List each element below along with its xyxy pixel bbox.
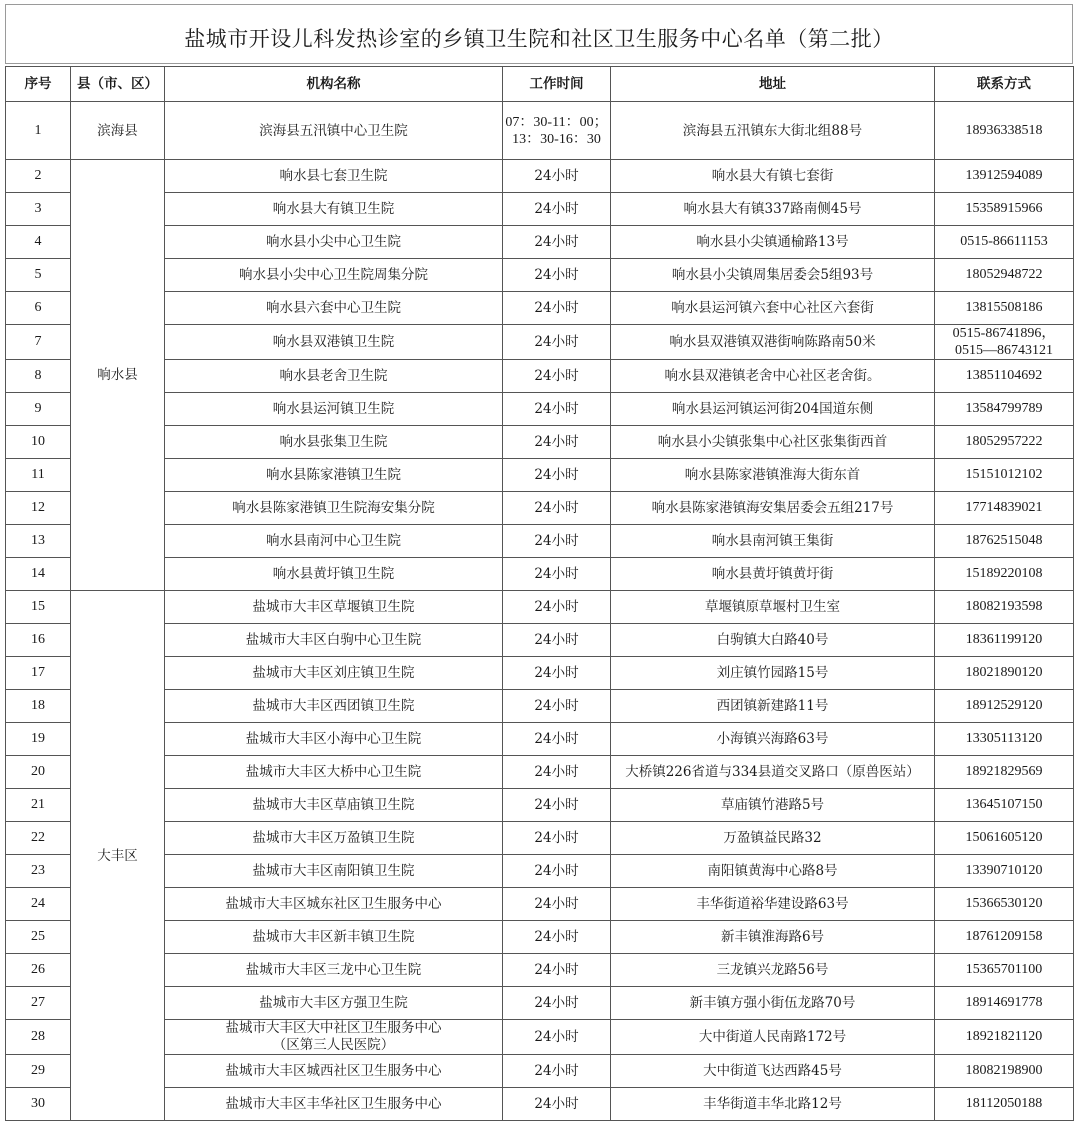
address: 滨海县五汛镇东大街北组88号 bbox=[611, 102, 935, 160]
institution-name: 响水县运河镇卫生院 bbox=[165, 393, 503, 426]
institution-name: 响水县六套中心卫生院 bbox=[165, 292, 503, 325]
table-row bbox=[6, 921, 1074, 954]
address: 南阳镇黄海中心路8号 bbox=[611, 855, 935, 888]
contact-phone: 15358915966 bbox=[935, 193, 1074, 226]
address: 响水县运河镇运河街204国道东侧 bbox=[611, 393, 935, 426]
working-hours: 24小时 bbox=[503, 292, 611, 325]
contact-phone: 18761209158 bbox=[935, 921, 1074, 954]
working-hours: 24小时 bbox=[503, 160, 611, 193]
institution-name: 盐城市大丰区草庙镇卫生院 bbox=[165, 789, 503, 822]
contact-phone: 13851104692 bbox=[935, 360, 1074, 393]
institution-table bbox=[5, 66, 1074, 1121]
contact-phone: 18361199120 bbox=[935, 624, 1074, 657]
row-number: 2 bbox=[6, 160, 71, 193]
working-hours: 24小时 bbox=[503, 226, 611, 259]
institution-name: 盐城市大丰区城西社区卫生服务中心 bbox=[165, 1055, 503, 1088]
address: 响水县南河镇王集街 bbox=[611, 525, 935, 558]
table-row bbox=[6, 1055, 1074, 1088]
address: 响水县小尖镇周集居委会5组93号 bbox=[611, 259, 935, 292]
address: 大桥镇226省道与334县道交叉路口（原兽医站） bbox=[611, 756, 935, 789]
address: 西团镇新建路11号 bbox=[611, 690, 935, 723]
institution-name: 盐城市大丰区新丰镇卫生院 bbox=[165, 921, 503, 954]
header-name: 机构名称 bbox=[165, 67, 503, 102]
institution-name: 盐城市大丰区小海中心卫生院 bbox=[165, 723, 503, 756]
table-row bbox=[6, 102, 1074, 160]
contact-phone: 15061605120 bbox=[935, 822, 1074, 855]
row-number: 24 bbox=[6, 888, 71, 921]
working-hours: 24小时 bbox=[503, 193, 611, 226]
institution-name: 响水县南河中心卫生院 bbox=[165, 525, 503, 558]
row-number: 6 bbox=[6, 292, 71, 325]
working-hours: 24小时 bbox=[503, 855, 611, 888]
table-row bbox=[6, 1088, 1074, 1121]
institution-name: 盐城市大丰区大桥中心卫生院 bbox=[165, 756, 503, 789]
institution-name bbox=[165, 1020, 503, 1055]
row-number: 18 bbox=[6, 690, 71, 723]
contact-phone: 13305113120 bbox=[935, 723, 1074, 756]
address: 响水县黄圩镇黄圩街 bbox=[611, 558, 935, 591]
institution-name: 响水县七套卫生院 bbox=[165, 160, 503, 193]
table-row bbox=[6, 789, 1074, 822]
table-row bbox=[6, 888, 1074, 921]
county-cell: 大丰区 bbox=[71, 591, 165, 1121]
title-box bbox=[5, 4, 1073, 64]
working-hours: 24小时 bbox=[503, 1088, 611, 1121]
table-row bbox=[6, 259, 1074, 292]
table-row bbox=[6, 193, 1074, 226]
working-hours: 24小时 bbox=[503, 624, 611, 657]
address: 草堰镇原草堰村卫生室 bbox=[611, 591, 935, 624]
row-number: 10 bbox=[6, 426, 71, 459]
table-row bbox=[6, 624, 1074, 657]
contact-phone-line1: 0515-86741896， bbox=[952, 326, 1056, 341]
contact-phone: 13584799789 bbox=[935, 393, 1074, 426]
working-hours: 24小时 bbox=[503, 690, 611, 723]
table-row bbox=[6, 492, 1074, 525]
working-hours: 24小时 bbox=[503, 325, 611, 360]
table-row bbox=[6, 292, 1074, 325]
institution-name: 响水县老舍卫生院 bbox=[165, 360, 503, 393]
contact-phone-line2: 0515—86743121 bbox=[955, 343, 1053, 358]
address: 响水县小尖镇通榆路13号 bbox=[611, 226, 935, 259]
contact-phone bbox=[935, 325, 1074, 360]
row-number: 20 bbox=[6, 756, 71, 789]
address: 丰华街道裕华建设路63号 bbox=[611, 888, 935, 921]
table-row bbox=[6, 525, 1074, 558]
institution-name-line1: 盐城市大丰区大中社区卫生服务中心 bbox=[225, 1020, 442, 1036]
row-number: 22 bbox=[6, 822, 71, 855]
contact-phone: 18082193598 bbox=[935, 591, 1074, 624]
address: 草庙镇竹港路5号 bbox=[611, 789, 935, 822]
contact-phone: 13645107150 bbox=[935, 789, 1074, 822]
institution-name-line2: （区第三人民医院） bbox=[272, 1037, 395, 1053]
address: 响水县大有镇七套街 bbox=[611, 160, 935, 193]
address: 刘庄镇竹园路15号 bbox=[611, 657, 935, 690]
working-hours bbox=[503, 102, 611, 160]
row-number: 17 bbox=[6, 657, 71, 690]
institution-name: 盐城市大丰区万盈镇卫生院 bbox=[165, 822, 503, 855]
table-row bbox=[6, 723, 1074, 756]
contact-phone: 18112050188 bbox=[935, 1088, 1074, 1121]
institution-name: 响水县黄圩镇卫生院 bbox=[165, 558, 503, 591]
working-hours-line1: 07：30-11：00； bbox=[505, 114, 608, 130]
row-number: 11 bbox=[6, 459, 71, 492]
contact-phone: 13815508186 bbox=[935, 292, 1074, 325]
address: 响水县双港镇双港街响陈路南50米 bbox=[611, 325, 935, 360]
contact-phone: 18021890120 bbox=[935, 657, 1074, 690]
institution-name: 响水县小尖中心卫生院周集分院 bbox=[165, 259, 503, 292]
row-number: 26 bbox=[6, 954, 71, 987]
row-number: 14 bbox=[6, 558, 71, 591]
table-row bbox=[6, 393, 1074, 426]
page-title: 盐城市开设儿科发热诊室的乡镇卫生院和社区卫生服务中心名单（第二批） bbox=[184, 27, 894, 51]
working-hours: 24小时 bbox=[503, 459, 611, 492]
address: 丰华街道丰华北路12号 bbox=[611, 1088, 935, 1121]
address: 响水县大有镇337路南侧45号 bbox=[611, 193, 935, 226]
header-no: 序号 bbox=[6, 67, 71, 102]
institution-name: 响水县张集卫生院 bbox=[165, 426, 503, 459]
address: 响水县运河镇六套中心社区六套街 bbox=[611, 292, 935, 325]
row-number: 8 bbox=[6, 360, 71, 393]
table-row bbox=[6, 987, 1074, 1020]
address: 新丰镇方强小街伍龙路70号 bbox=[611, 987, 935, 1020]
row-number: 9 bbox=[6, 393, 71, 426]
table-row bbox=[6, 822, 1074, 855]
working-hours: 24小时 bbox=[503, 888, 611, 921]
table-row bbox=[6, 657, 1074, 690]
institution-name: 盐城市大丰区西团镇卫生院 bbox=[165, 690, 503, 723]
contact-phone: 17714839021 bbox=[935, 492, 1074, 525]
address: 大中街道飞达西路45号 bbox=[611, 1055, 935, 1088]
table-row bbox=[6, 426, 1074, 459]
contact-phone: 18052957222 bbox=[935, 426, 1074, 459]
institution-name: 响水县陈家港镇卫生院 bbox=[165, 459, 503, 492]
working-hours-line2: 13：30-16：30 bbox=[512, 131, 601, 147]
contact-phone: 18762515048 bbox=[935, 525, 1074, 558]
contact-phone: 18914691778 bbox=[935, 987, 1074, 1020]
working-hours: 24小时 bbox=[503, 822, 611, 855]
working-hours: 24小时 bbox=[503, 987, 611, 1020]
contact-phone: 13912594089 bbox=[935, 160, 1074, 193]
working-hours: 24小时 bbox=[503, 426, 611, 459]
row-number: 21 bbox=[6, 789, 71, 822]
table-header-row bbox=[6, 67, 1074, 102]
table-row bbox=[6, 459, 1074, 492]
row-number: 5 bbox=[6, 259, 71, 292]
table-row bbox=[6, 690, 1074, 723]
working-hours: 24小时 bbox=[503, 259, 611, 292]
contact-phone: 18921821120 bbox=[935, 1020, 1074, 1055]
row-number: 29 bbox=[6, 1055, 71, 1088]
row-number: 1 bbox=[6, 102, 71, 160]
table-row bbox=[6, 558, 1074, 591]
contact-phone: 15151012102 bbox=[935, 459, 1074, 492]
row-number: 4 bbox=[6, 226, 71, 259]
row-number: 23 bbox=[6, 855, 71, 888]
institution-name: 响水县小尖中心卫生院 bbox=[165, 226, 503, 259]
institution-name: 盐城市大丰区丰华社区卫生服务中心 bbox=[165, 1088, 503, 1121]
working-hours: 24小时 bbox=[503, 360, 611, 393]
contact-phone: 0515-86611153 bbox=[935, 226, 1074, 259]
header-county: 县（市、区） bbox=[71, 67, 165, 102]
contact-phone: 18912529120 bbox=[935, 690, 1074, 723]
working-hours: 24小时 bbox=[503, 954, 611, 987]
address: 白驹镇大白路40号 bbox=[611, 624, 935, 657]
row-number: 16 bbox=[6, 624, 71, 657]
contact-phone: 15366530120 bbox=[935, 888, 1074, 921]
working-hours: 24小时 bbox=[503, 921, 611, 954]
address: 响水县陈家港镇淮海大街东首 bbox=[611, 459, 935, 492]
institution-name: 盐城市大丰区城东社区卫生服务中心 bbox=[165, 888, 503, 921]
working-hours: 24小时 bbox=[503, 1020, 611, 1055]
working-hours: 24小时 bbox=[503, 492, 611, 525]
table-row bbox=[6, 591, 1074, 624]
working-hours: 24小时 bbox=[503, 789, 611, 822]
county-cell: 响水县 bbox=[71, 160, 165, 591]
contact-phone: 18052948722 bbox=[935, 259, 1074, 292]
row-number: 25 bbox=[6, 921, 71, 954]
table-row bbox=[6, 160, 1074, 193]
row-number: 13 bbox=[6, 525, 71, 558]
table-row bbox=[6, 855, 1074, 888]
header-address: 地址 bbox=[611, 67, 935, 102]
address: 响水县陈家港镇海安集居委会五组217号 bbox=[611, 492, 935, 525]
working-hours: 24小时 bbox=[503, 723, 611, 756]
row-number: 15 bbox=[6, 591, 71, 624]
address: 小海镇兴海路63号 bbox=[611, 723, 935, 756]
institution-name: 响水县双港镇卫生院 bbox=[165, 325, 503, 360]
row-number: 3 bbox=[6, 193, 71, 226]
address: 大中街道人民南路172号 bbox=[611, 1020, 935, 1055]
address: 响水县双港镇老舍中心社区老舍街。 bbox=[611, 360, 935, 393]
table-row bbox=[6, 756, 1074, 789]
table-row bbox=[6, 226, 1074, 259]
contact-phone: 15189220108 bbox=[935, 558, 1074, 591]
row-number: 7 bbox=[6, 325, 71, 360]
working-hours: 24小时 bbox=[503, 1055, 611, 1088]
contact-phone: 18921829569 bbox=[935, 756, 1074, 789]
contact-phone: 15365701100 bbox=[935, 954, 1074, 987]
row-number: 12 bbox=[6, 492, 71, 525]
institution-name: 盐城市大丰区方强卫生院 bbox=[165, 987, 503, 1020]
header-contact: 联系方式 bbox=[935, 67, 1074, 102]
working-hours: 24小时 bbox=[503, 558, 611, 591]
table-row bbox=[6, 1020, 1074, 1055]
address: 新丰镇淮海路6号 bbox=[611, 921, 935, 954]
header-time: 工作时间 bbox=[503, 67, 611, 102]
institution-name: 盐城市大丰区白驹中心卫生院 bbox=[165, 624, 503, 657]
contact-phone: 13390710120 bbox=[935, 855, 1074, 888]
institution-name: 滨海县五汛镇中心卫生院 bbox=[165, 102, 503, 160]
county-cell: 滨海县 bbox=[71, 102, 165, 160]
address: 响水县小尖镇张集中心社区张集街西首 bbox=[611, 426, 935, 459]
table-row bbox=[6, 325, 1074, 360]
institution-name: 盐城市大丰区刘庄镇卫生院 bbox=[165, 657, 503, 690]
contact-phone: 18936338518 bbox=[935, 102, 1074, 160]
contact-phone: 18082198900 bbox=[935, 1055, 1074, 1088]
row-number: 27 bbox=[6, 987, 71, 1020]
institution-name: 响水县陈家港镇卫生院海安集分院 bbox=[165, 492, 503, 525]
address: 万盈镇益民路32 bbox=[611, 822, 935, 855]
table-row bbox=[6, 360, 1074, 393]
institution-name: 响水县大有镇卫生院 bbox=[165, 193, 503, 226]
working-hours: 24小时 bbox=[503, 756, 611, 789]
row-number: 19 bbox=[6, 723, 71, 756]
working-hours: 24小时 bbox=[503, 591, 611, 624]
institution-name: 盐城市大丰区三龙中心卫生院 bbox=[165, 954, 503, 987]
row-number: 30 bbox=[6, 1088, 71, 1121]
row-number: 28 bbox=[6, 1020, 71, 1055]
working-hours: 24小时 bbox=[503, 525, 611, 558]
institution-name: 盐城市大丰区南阳镇卫生院 bbox=[165, 855, 503, 888]
address: 三龙镇兴龙路56号 bbox=[611, 954, 935, 987]
institution-name: 盐城市大丰区草堰镇卫生院 bbox=[165, 591, 503, 624]
working-hours: 24小时 bbox=[503, 393, 611, 426]
table-row bbox=[6, 954, 1074, 987]
working-hours: 24小时 bbox=[503, 657, 611, 690]
